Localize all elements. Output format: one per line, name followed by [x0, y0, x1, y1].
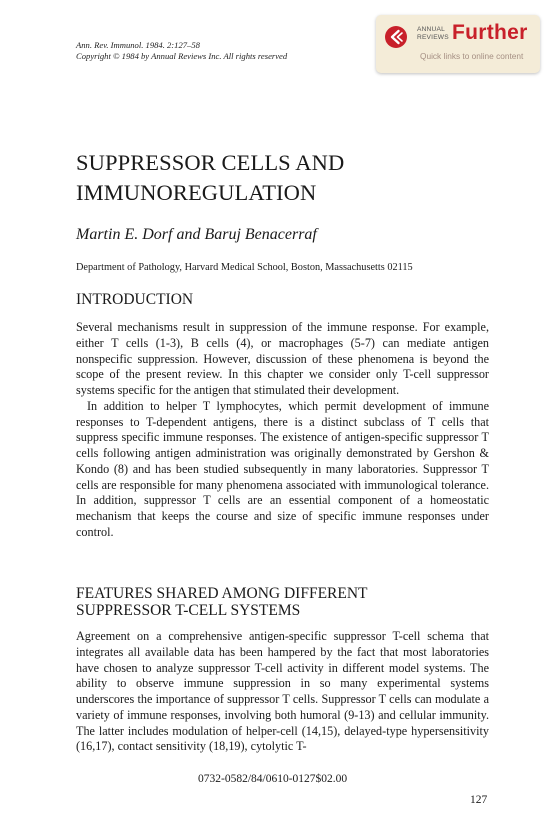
heading-line: INTRODUCTION: [76, 291, 194, 308]
annual-reviews-wordmark: [417, 26, 449, 41]
annual-label: ANNUAL: [417, 26, 445, 33]
section-heading-introduction: [76, 291, 193, 308]
further-title: Further: [452, 21, 528, 44]
further-subtitle: Quick links to online content: [420, 51, 524, 61]
annual-reviews-logo-icon: [385, 26, 407, 48]
further-links-banner[interactable]: [376, 15, 540, 73]
article-authors: Martin E. Dorf and Baruj Benacerraf: [76, 226, 317, 243]
section-body-introduction: [76, 320, 489, 541]
paragraph: In addition to helper T lymphocytes, which permit development of immune responses to T-dependent antigens, there is a distinct subclass of T cells that suppress specific immune responses. The existence of antigen-specific suppressor T cells following antigen administration was originally demonstrated by Gershon & Kondo (8) and has been studied subsequently in many laboratories. Suppressor T cells are responsible for many phenomena associated with immunological tolerance. In addition, suppressor T cells are an essential component of a homeostatic mechanism that keeps the course and size of specific immune responses under control.: [76, 398, 489, 539]
heading-line: FEATURES SHARED AMONG DIFFERENT: [76, 585, 368, 602]
section-body-features: [76, 629, 489, 755]
article-title: [76, 148, 344, 208]
page-number: 127: [470, 794, 488, 806]
heading-line: SUPPRESSOR T-CELL SYSTEMS: [76, 602, 301, 619]
article-code: 0732-0582/84/0610-0127$02.00: [198, 773, 348, 785]
paragraph: Several mechanisms result in suppression of the immune response. For example, either T cells (1-3), B cells (4), or macrophages (5-7) can mediate antigen nonspecific suppression. However, discussion of these phenomena is beyond the scope of the present review. In this chapter we consider only T-cell suppressor systems specific for the antigen that stimulated their development.: [76, 320, 489, 397]
journal-header: [76, 40, 287, 62]
reviews-label: REVIEWS: [417, 33, 449, 41]
author-affiliation: Department of Pathology, Harvard Medical School, Boston, Massachusetts 02115: [76, 262, 413, 273]
section-heading-features: [76, 585, 368, 619]
journal-citation: Ann. Rev. Immunol. 1984. 2:127–58: [76, 40, 200, 50]
paragraph: Agreement on a comprehensive antigen-specific suppressor T-cell schema that integrates all available data has been hampered by the fact that most laboratories have chosen to analyze suppressor T-cell activity in different model systems. The ability to observe immune suppression in so many experimental systems underscores the importance of suppressor T cells. Suppressor T cells can modulate a variety of immune responses, involving both humoral (9-13) and cellular immunity. The latter includes modulation of helper-cell (14,15), delayed-type hypersensitivity (16,17), contact sensitivity (18,19), cytolytic T-: [76, 629, 489, 754]
journal-copyright: Copyright © 1984 by Annual Reviews Inc. All rights reserved: [76, 51, 288, 61]
title-line: IMMUNOREGULATION: [76, 180, 317, 205]
title-line: SUPPRESSOR CELLS AND: [76, 150, 345, 175]
